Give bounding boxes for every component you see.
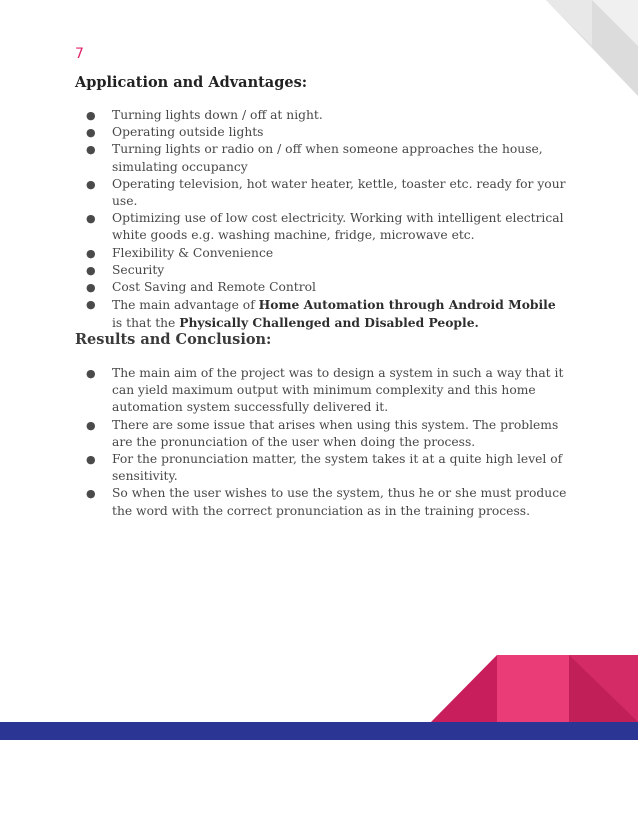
bullet-icon: ● bbox=[86, 418, 96, 432]
bullet-icon: ● bbox=[86, 177, 96, 191]
list-item bbox=[0, 485, 638, 519]
list-item-text: Operating outside lights bbox=[112, 125, 264, 140]
list-item-text: Operating television, hot water heater, kettle, toaster etc. ready for your use. bbox=[112, 176, 566, 209]
page-number: 7 bbox=[75, 46, 84, 62]
list-item-main-advantage bbox=[0, 296, 638, 332]
footer-decoration bbox=[0, 650, 638, 745]
list-item bbox=[0, 279, 638, 296]
bold-phrase: Physically Challenged and Disabled People. bbox=[179, 315, 479, 331]
list-item-text: Turning lights down / off at night. bbox=[112, 108, 323, 122]
bullet-icon: ● bbox=[86, 487, 96, 501]
list-item-text: For the pronunciation matter, the system takes it at a quite high level of sensitivity. bbox=[112, 452, 563, 484]
bullet-icon: ● bbox=[86, 263, 96, 277]
list-item bbox=[0, 176, 638, 210]
bullet-icon: ● bbox=[86, 126, 96, 140]
list-item-text: So when the user wishes to use the system, thus he or she must produce the word with the correct pronunciation as in the training process. bbox=[112, 486, 567, 518]
list-item-text: Security bbox=[112, 262, 165, 277]
list-item-text: There are some issue that arises when using this system. The problems are the pronunciation of the user when doing the process. bbox=[112, 417, 559, 449]
list-item bbox=[0, 417, 638, 451]
list-item-text: Turning lights or radio on / off when someone approaches the house, simulating occupancy bbox=[112, 142, 543, 174]
list-item bbox=[0, 210, 638, 244]
list-item-text: Flexibility & Convenience bbox=[112, 245, 274, 260]
footer-blue-band bbox=[0, 722, 638, 740]
list-item bbox=[0, 262, 638, 279]
footer-pink-block bbox=[497, 655, 569, 722]
section-heading-applications: Application and Advantages: bbox=[75, 74, 308, 91]
list-item bbox=[0, 365, 638, 417]
list-item-text: The main advantage of bbox=[112, 298, 259, 313]
list-item-text: Optimizing use of low cost electricity. Working with intelligent electrical white goods e.g. washing machine, fridge, microwave etc. bbox=[112, 211, 564, 243]
bullet-icon: ● bbox=[86, 246, 96, 260]
corner-decoration-top-right bbox=[538, 0, 638, 96]
bullet-icon: ● bbox=[86, 109, 96, 122]
list-item bbox=[0, 124, 638, 141]
bullet-icon: ● bbox=[86, 212, 96, 226]
list-item bbox=[0, 451, 638, 485]
list-item-text: Cost Saving and Remote Control bbox=[112, 280, 316, 295]
bullet-icon: ● bbox=[86, 143, 96, 157]
section-heading-results: Results and Conclusion: bbox=[75, 331, 272, 348]
bullet-icon: ● bbox=[86, 453, 96, 467]
bullet-icon: ● bbox=[86, 281, 96, 295]
bold-phrase: Home Automation through Android Mobile bbox=[258, 297, 556, 313]
list-item bbox=[0, 107, 638, 124]
advantages-list bbox=[0, 107, 638, 333]
list-item-text: is that the bbox=[112, 316, 180, 331]
bullet-icon: ● bbox=[86, 298, 96, 312]
results-list bbox=[0, 365, 638, 520]
list-item bbox=[0, 141, 638, 175]
footer-pink-triangle-left bbox=[431, 655, 497, 722]
bullet-icon: ● bbox=[86, 367, 96, 380]
list-item-text: The main aim of the project was to design a system in such a way that it can yield maximum output with minimum complexity and this home automation system successfully delivered it. bbox=[112, 366, 564, 415]
list-item bbox=[0, 245, 638, 262]
